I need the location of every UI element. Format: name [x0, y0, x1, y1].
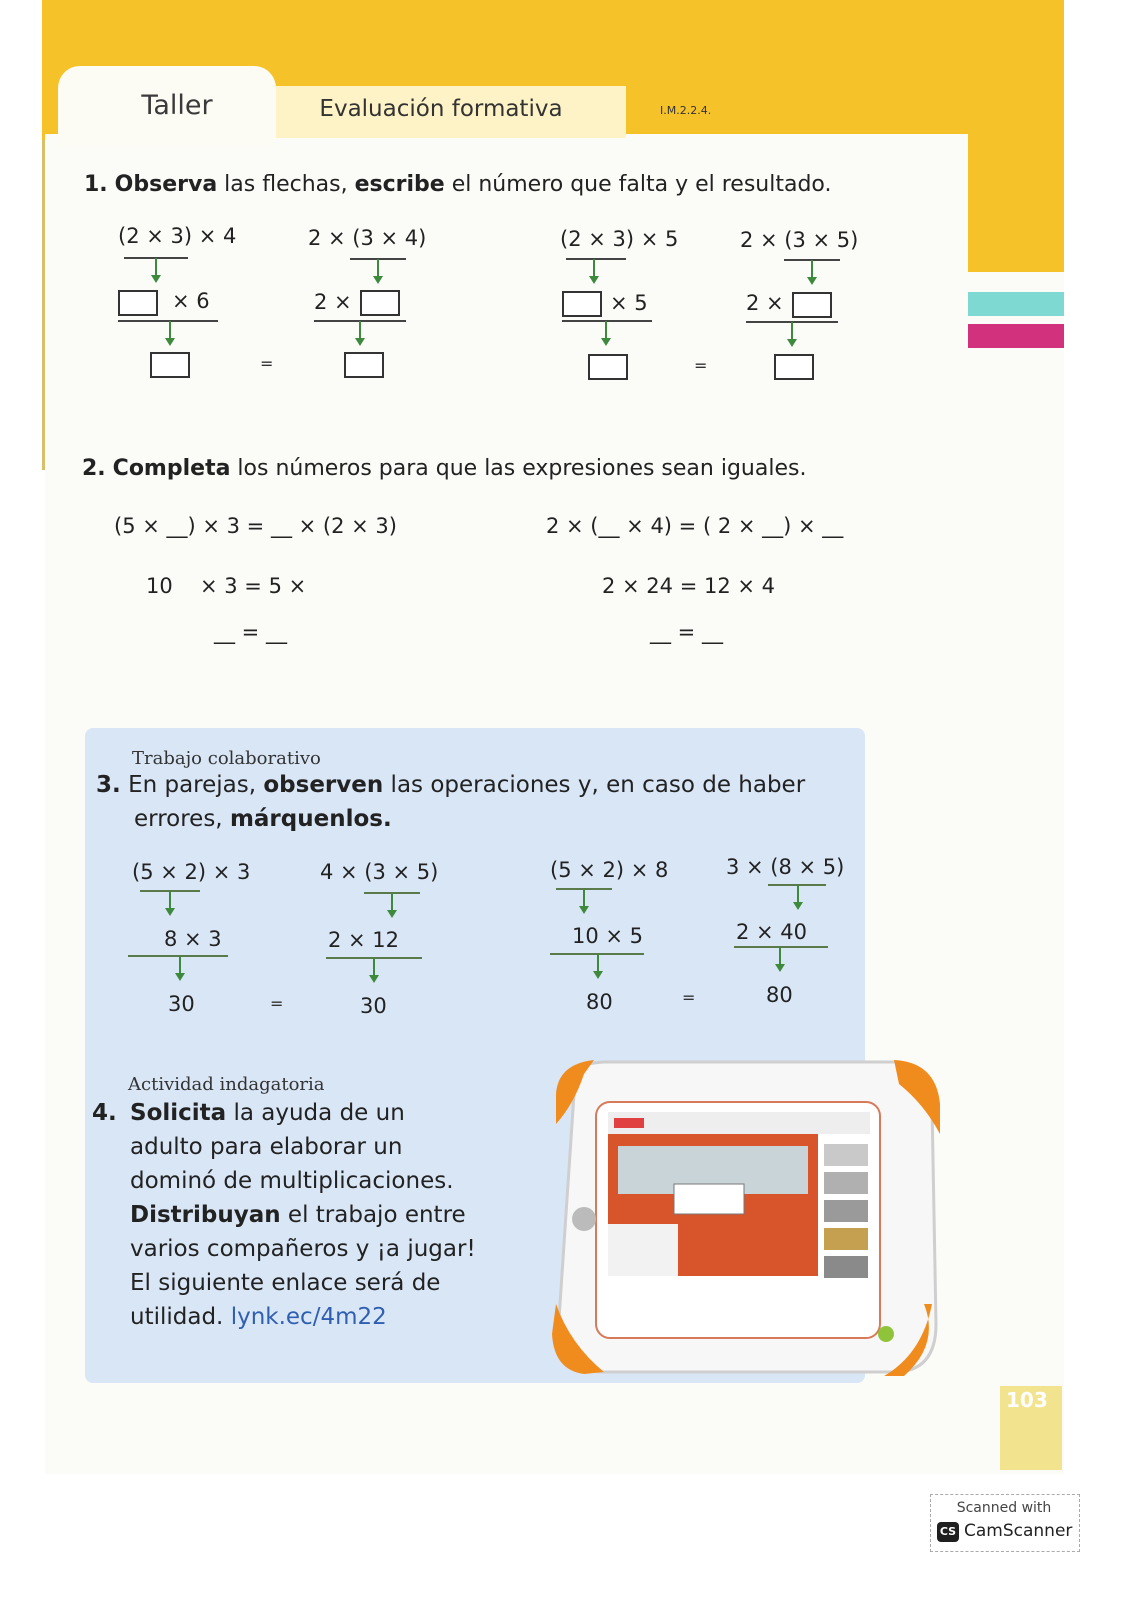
- tab-evaluacion-label: Evaluación formativa: [319, 96, 563, 122]
- q2-left-line2-a: 10: [146, 574, 173, 598]
- down-arrow-icon: [162, 321, 178, 347]
- q1-group4-mid-text: 2 ×: [746, 291, 784, 315]
- down-arrow-icon: [784, 322, 800, 348]
- q2-right-line1: 2 × (__ × 4) = ( 2 × __) × __: [546, 514, 844, 538]
- q1-group2-blank-box[interactable]: [360, 290, 400, 316]
- q1-group3-blank-box[interactable]: [562, 291, 602, 317]
- q2-right-line3: __ = __: [650, 620, 723, 644]
- q4-line-7: [130, 1304, 387, 1330]
- q2-statement: [82, 456, 806, 481]
- q4-number: [92, 1100, 117, 1126]
- q1-verb-escribe: escribe: [354, 172, 445, 197]
- down-arrow-icon: [172, 956, 188, 982]
- q1-verb-observa: Observa: [114, 172, 218, 197]
- down-arrow-icon: [598, 321, 614, 347]
- q1-group2-mid-text: 2 ×: [314, 290, 352, 314]
- q1-text-a: las flechas,: [217, 172, 355, 197]
- down-arrow-icon: [148, 258, 164, 284]
- down-arrow-icon: [772, 947, 788, 973]
- q1-group2-top: 2 × (3 × 4): [308, 226, 427, 250]
- q3-group4-top: 3 × (8 × 5): [726, 855, 845, 879]
- down-arrow-icon: [590, 954, 606, 980]
- q4-line-2: adulto para elaborar un: [130, 1134, 403, 1160]
- q2-verb-completa: Completa: [112, 456, 231, 481]
- q2-left-line3: __ = __: [214, 620, 287, 644]
- q4-verb-distribuyan: Distribuyan: [130, 1202, 281, 1228]
- q3-text-b: las operaciones y, en caso de haber: [383, 772, 806, 798]
- q4-line-5: varios compañeros y ¡a jugar!: [130, 1236, 476, 1262]
- q1-equals-2: =: [694, 356, 708, 375]
- tag-trabajo-colaborativo: Trabajo colaborativo: [132, 748, 321, 769]
- q1-statement: [84, 172, 832, 197]
- q1-group1-mid-text: × 6: [172, 289, 210, 313]
- down-arrow-icon: [586, 259, 602, 285]
- q3-equals-1: =: [270, 994, 284, 1013]
- q1-group3-mid-text: × 5: [610, 291, 648, 315]
- down-arrow-icon: [576, 889, 592, 915]
- q4-line-1-text: la ayuda de un: [226, 1100, 405, 1126]
- page-paper-right: [968, 272, 1064, 1474]
- side-yellow-band: [968, 0, 1064, 272]
- tag-actividad-indagatoria: Actividad indagatoria: [128, 1074, 325, 1095]
- q3-group1-result: 30: [168, 992, 195, 1016]
- q3-group1-mid: 8 × 3: [164, 927, 222, 951]
- q1-group3-result-box[interactable]: [588, 354, 628, 380]
- down-arrow-icon: [384, 893, 400, 919]
- q2-left-line2-b: × 3 = 5 ×: [200, 574, 307, 598]
- q3-group2-top: 4 × (3 × 5): [320, 860, 439, 884]
- q4-line-1: [130, 1100, 405, 1126]
- color-strip-magenta: [968, 324, 1064, 348]
- q3-statement-line2: [134, 806, 392, 832]
- camscanner-scanned-with: Scanned with: [956, 1500, 1052, 1516]
- q1-equals-1: =: [260, 354, 274, 373]
- down-arrow-icon: [162, 891, 178, 917]
- q3-verb-marquenlos: márquenlos.: [229, 806, 392, 832]
- q4-line-4-text: el trabajo entre: [280, 1202, 466, 1228]
- q1-group1-blank-box[interactable]: [118, 290, 158, 316]
- down-arrow-icon: [366, 958, 382, 984]
- tablet-illustration: [544, 1054, 944, 1384]
- q3-group4-result: 80: [766, 983, 793, 1007]
- color-strip-cyan: [968, 292, 1064, 316]
- q1-group3-top: (2 × 3) × 5: [560, 227, 679, 251]
- q4-number-label: 4.: [92, 1100, 117, 1126]
- q1-group1-result-box[interactable]: [150, 352, 190, 378]
- page-number: 103: [1006, 1388, 1048, 1412]
- q1-group1-top: (2 × 3) × 4: [118, 224, 237, 248]
- camscanner-logo-icon: CS: [937, 1522, 959, 1542]
- camscanner-name: CamScanner: [964, 1521, 1073, 1541]
- q4-line-4: [130, 1202, 466, 1228]
- q2-number: 2.: [82, 456, 106, 481]
- q4-line-6: El siguiente enlace será de: [130, 1270, 441, 1296]
- q3-group3-mid: 10 × 5: [572, 924, 644, 948]
- q1-group2-result-box[interactable]: [344, 352, 384, 378]
- down-arrow-icon: [370, 259, 386, 285]
- q3-group3-top: (5 × 2) × 8: [550, 858, 669, 882]
- down-arrow-icon: [352, 321, 368, 347]
- q4-line-7-text: utilidad.: [130, 1304, 231, 1330]
- q3-text-c: errores,: [134, 806, 230, 832]
- q4-line-3: dominó de multiplicaciones.: [130, 1168, 454, 1194]
- q3-verb-observen: observen: [263, 772, 384, 798]
- page-left-edge: [42, 140, 45, 470]
- q3-group4-mid: 2 × 40: [736, 920, 808, 944]
- q3-statement-line1: [96, 772, 805, 798]
- q1-group4-result-box[interactable]: [774, 354, 814, 380]
- q3-group2-result: 30: [360, 994, 387, 1018]
- down-arrow-icon: [804, 260, 820, 286]
- q1-group4-blank-box[interactable]: [792, 292, 832, 318]
- q3-group1-top: (5 × 2) × 3: [132, 860, 251, 884]
- q3-number: 3.: [96, 772, 121, 798]
- q3-group2-mid: 2 × 12: [328, 928, 400, 952]
- q2-left-line1: (5 × __) × 3 = __ × (2 × 3): [114, 514, 397, 538]
- q1-group4-top: 2 × (3 × 5): [740, 228, 859, 252]
- tab-taller-label: Taller: [141, 90, 213, 121]
- curriculum-code: I.M.2.2.4.: [660, 104, 712, 117]
- q2-right-line2: 2 × 24 = 12 × 4: [602, 574, 776, 598]
- q4-link[interactable]: lynk.ec/4m22: [230, 1304, 387, 1330]
- q3-text-a: En parejas,: [128, 772, 264, 798]
- down-arrow-icon: [790, 885, 806, 911]
- q2-text: los números para que las expresiones sean iguales.: [230, 456, 807, 481]
- q3-group3-result: 80: [586, 990, 613, 1014]
- q4-verb-solicita: Solicita: [130, 1100, 227, 1126]
- q1-number: 1.: [84, 172, 108, 197]
- q3-equals-2: =: [682, 988, 696, 1007]
- q1-text-b: el número que falta y el resultado.: [444, 172, 832, 197]
